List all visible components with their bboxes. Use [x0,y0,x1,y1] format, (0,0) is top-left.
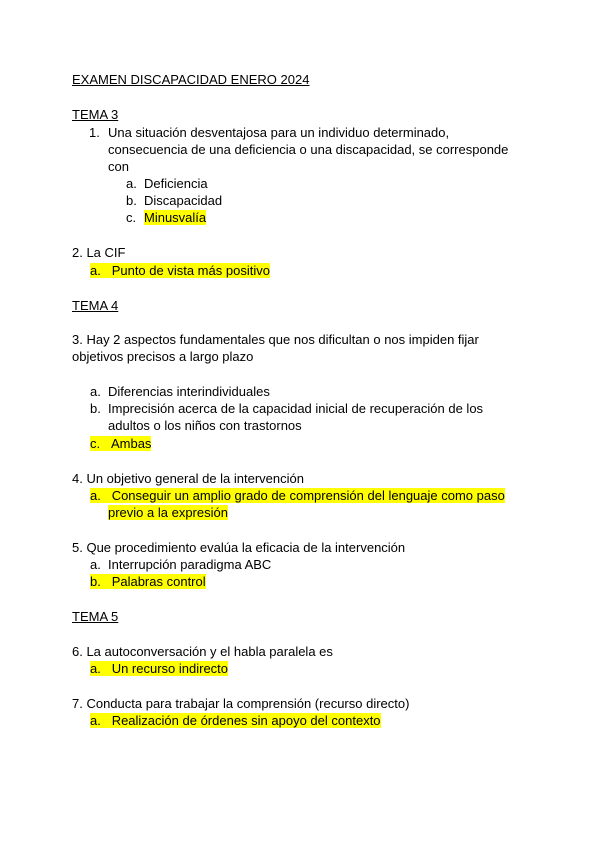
question-3-option-b-line-1: Imprecisión acerca de la capacidad inicial de recuperación de los [108,401,484,416]
question-6-text: 6. La autoconversación y el habla paralela es [72,644,333,659]
question-5-option-a: Interrupción paradigma ABC [108,557,272,572]
question-4-text: 4. Un objetivo general de la intervención [72,471,304,486]
question-1-option-a: Deficiencia [144,176,208,191]
question-6-highlighted-answer: Un recurso indirecto [111,661,229,676]
question-5-text: 5. Que procedimiento evalúa la eficacia de la intervención [72,540,406,555]
question-3-option-a-letter: a. [90,384,101,399]
question-7-text: 7. Conducta para trabajar la comprensión (recurso directo) [72,696,410,711]
question-4-highlighted-answer-line-1: Conseguir un amplio grado de comprensión del lenguaje como paso [111,488,505,503]
question-4-highlighted-answer-line-2: previo a la expresión [108,505,228,520]
document-title: EXAMEN DISCAPACIDAD ENERO 2024 [72,72,310,87]
question-1-option-b: Discapacidad [144,193,223,208]
question-1-line-2: consecuencia de una deficiencia o una discapacidad, se corresponde [108,142,509,157]
question-1-option-a-letter: a. [126,176,137,191]
question-1-number: 1. [89,125,100,140]
question-2-text: 2. La CIF [72,245,126,260]
question-3-option-a: Diferencias interindividuales [108,384,270,399]
question-7-highlighted-answer: Realización de órdenes sin apoyo del contexto [111,713,381,728]
question-3-option-b-line-2: adultos o los niños con trastornos [108,418,302,433]
question-7-answer-letter: a. [90,713,101,728]
question-5-option-a-letter: a. [90,557,101,572]
question-4-answer-letter: a. [90,488,101,503]
question-3-option-c-letter: c. [90,436,101,451]
section-heading-tema-3: TEMA 3 [72,107,119,122]
question-5-highlighted-answer: Palabras control [111,574,206,589]
question-5-option-b-letter: b. [90,574,101,589]
question-3-highlighted-answer: Ambas [110,436,152,451]
question-3-option-b-letter: b. [90,401,101,416]
question-1-line-3: con [108,159,129,174]
section-heading-tema-5: TEMA 5 [72,609,119,624]
question-6-answer-letter: a. [90,661,101,676]
question-2-highlighted-answer: Punto de vista más positivo [111,263,270,278]
question-2-answer-letter: a. [90,263,101,278]
question-1-option-c-letter: c. [126,210,137,225]
question-1-option-b-letter: b. [126,193,137,208]
question-3-line-2: objetivos precisos a largo plazo [72,349,254,364]
question-1-option-c-highlighted-answer: Minusvalía [144,210,207,225]
question-1-line-1: Una situación desventajosa para un individuo determinado, [108,125,450,140]
section-heading-tema-4: TEMA 4 [72,298,119,313]
question-3-line-1: 3. Hay 2 aspectos fundamentales que nos dificultan o nos impiden fijar [72,332,479,347]
